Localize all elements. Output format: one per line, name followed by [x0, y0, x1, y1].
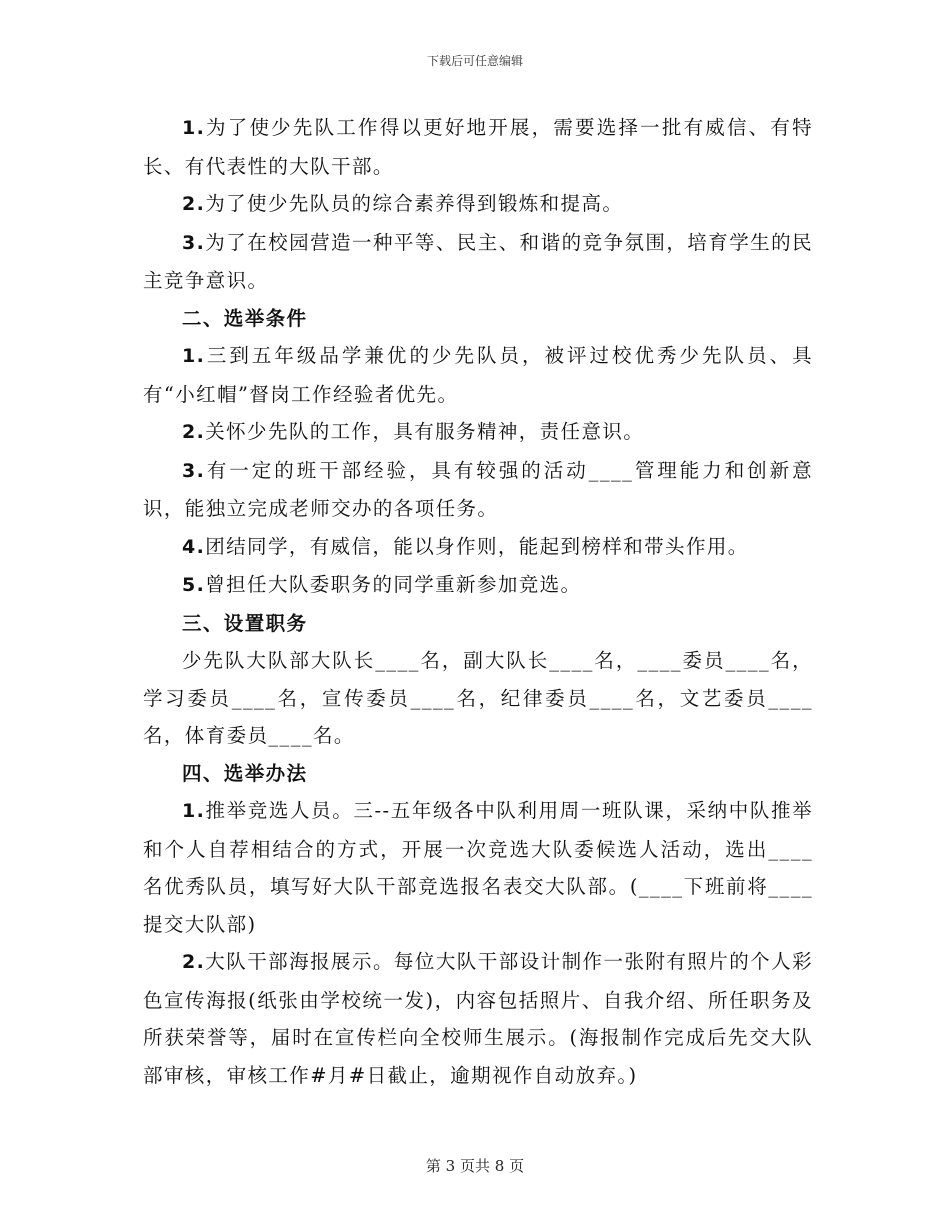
page-footer: 第 3 页共 8 页 — [425, 1157, 525, 1175]
item-text: 团结同学，有威信，能以身作则，能起到榜样和带头作用。 — [205, 534, 749, 558]
purpose-item-3 — [143, 224, 813, 300]
document-body — [143, 109, 813, 1094]
condition-item-2 — [143, 413, 813, 452]
item-text: 曾担任大队委职务的同学重新参加竞选。 — [205, 573, 582, 596]
item-text: 为了使少先队员的综合素养得到锻炼和提高。 — [205, 192, 624, 215]
section-heading-positions: 三、设置职务 — [182, 611, 308, 635]
purpose-item-1 — [143, 109, 813, 185]
item-text: 有一定的班干部经验，具有较强的活动____管理能力和创新意识，能独立完成老师交办的各项任务。 — [143, 458, 813, 520]
section-heading-methods: 四、选举办法 — [182, 761, 308, 785]
condition-item-3 — [143, 452, 813, 528]
item-number: 2. — [182, 951, 206, 973]
item-text: 三到五年级品学兼优的少先队员，被评过校优秀少先队员、具有“小红帽”督岗工作经验者优先。 — [143, 344, 813, 406]
item-text: 关怀少先队的工作，具有服务精神，责任意识。 — [205, 420, 645, 443]
item-number: 3. — [182, 231, 206, 254]
condition-item-1 — [143, 337, 813, 413]
item-number: 4. — [182, 535, 206, 558]
positions-paragraph: 少先队大队部大队长____名，副大队长____名，____委员____名，学习委员____名，宣传委员____名，纪律委员____名，文艺委员____名，体育委员____名。 — [143, 649, 813, 747]
item-text: 为了使少先队工作得以更好地开展，需要选择一批有威信、有特长、有代表性的大队干部。 — [143, 116, 813, 178]
item-number: 1. — [182, 117, 206, 139]
purpose-item-2 — [143, 185, 813, 224]
item-number: 1. — [182, 345, 206, 367]
method-item-2 — [143, 943, 813, 1094]
condition-item-4 — [143, 528, 813, 567]
item-text: 推举竞选人员。三--五年级各中队利用周一班队课，采纳中队推举和个人自荐相结合的方式，开展一次竞选大队委候选人活动，选出____名优秀队员，填写好大队干部竞选报名表交大队部。(____下班前将____提交大队部) — [143, 799, 813, 936]
item-number: 2. — [182, 421, 206, 443]
item-number: 1. — [182, 800, 206, 822]
page-header: 下载后可任意编辑 — [426, 54, 523, 68]
item-number: 5. — [182, 574, 206, 596]
item-number: 3. — [182, 459, 206, 482]
item-number: 2. — [182, 193, 206, 215]
section-heading-conditions: 二、选举条件 — [182, 306, 308, 330]
method-item-1 — [143, 792, 813, 943]
item-text: 大队干部海报展示。每位大队干部设计制作一张附有照片的个人彩色宣传海报(纸张由学校统一发)，内容包括照片、自我介绍、所任职务及所获荣誉等，届时在宣传栏向全校师生展示。(海报制作完成后先交大队部审核，审核工作#月#日截止，逾期视作自动放弃。) — [143, 950, 813, 1087]
item-text: 为了在校园营造一种平等、民主、和谐的竞争氛围，培育学生的民主竞争意识。 — [143, 230, 813, 292]
condition-item-5 — [143, 566, 813, 605]
